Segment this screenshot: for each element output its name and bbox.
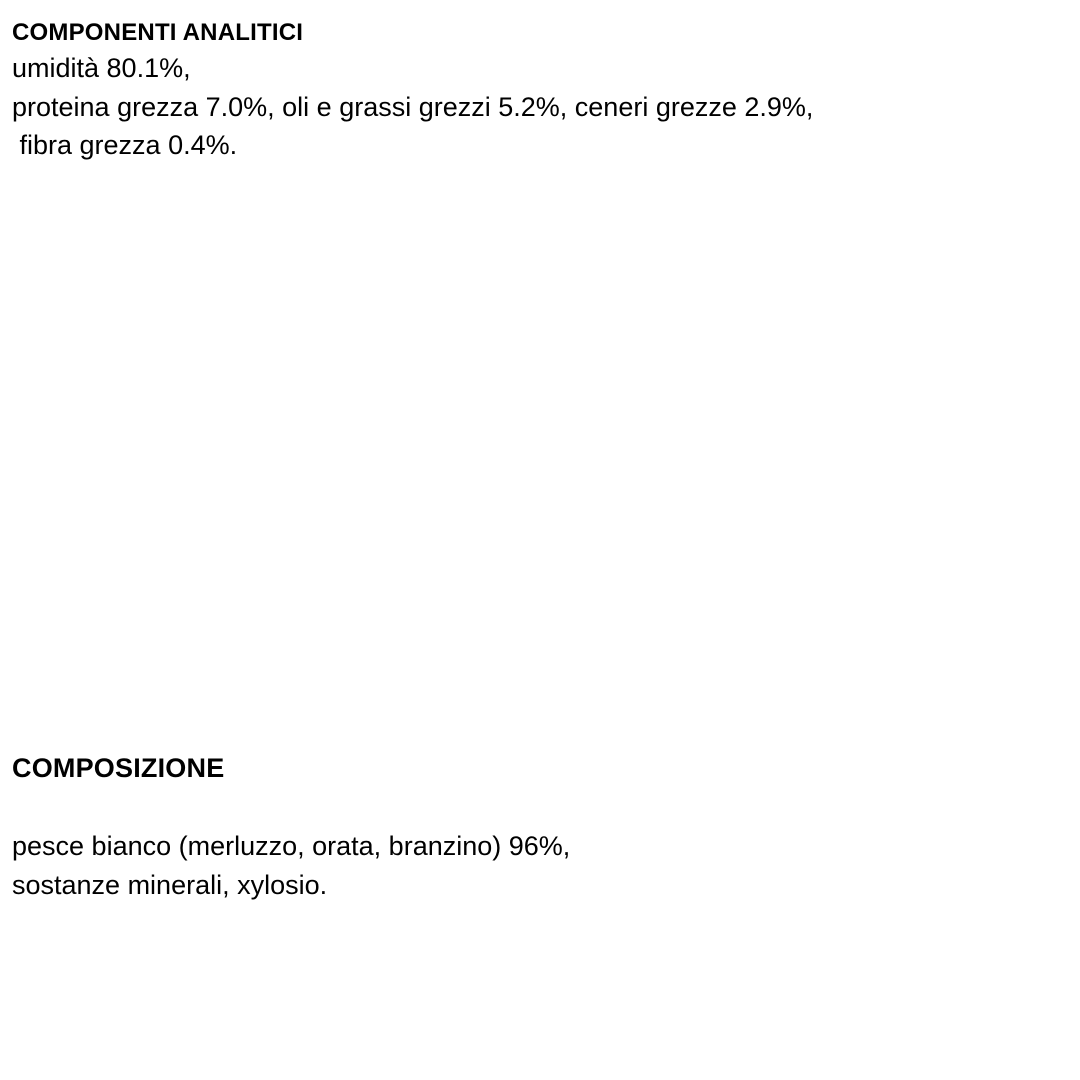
analytic-components-section (12, 17, 1068, 165)
analytic-line-fiber: fibra grezza 0.4%. (12, 130, 238, 160)
composition-section (12, 749, 1068, 905)
composition-line-fish: pesce bianco (merluzzo, orata, branzino) 96%, (12, 831, 571, 861)
analytic-components-title: COMPONENTI ANALITICI (12, 19, 304, 46)
analytic-line-protein-fats-ash: proteina grezza 7.0%, oli e grassi grezzi 5.2%, ceneri grezze 2.9%, (12, 91, 814, 122)
composition-line-minerals: sostanze minerali, xylosio. (12, 870, 328, 900)
composition-spacer (12, 787, 1068, 827)
analytic-line-moisture: umidità 80.1%, (12, 53, 191, 83)
composition-title: COMPOSIZIONE (12, 753, 225, 783)
